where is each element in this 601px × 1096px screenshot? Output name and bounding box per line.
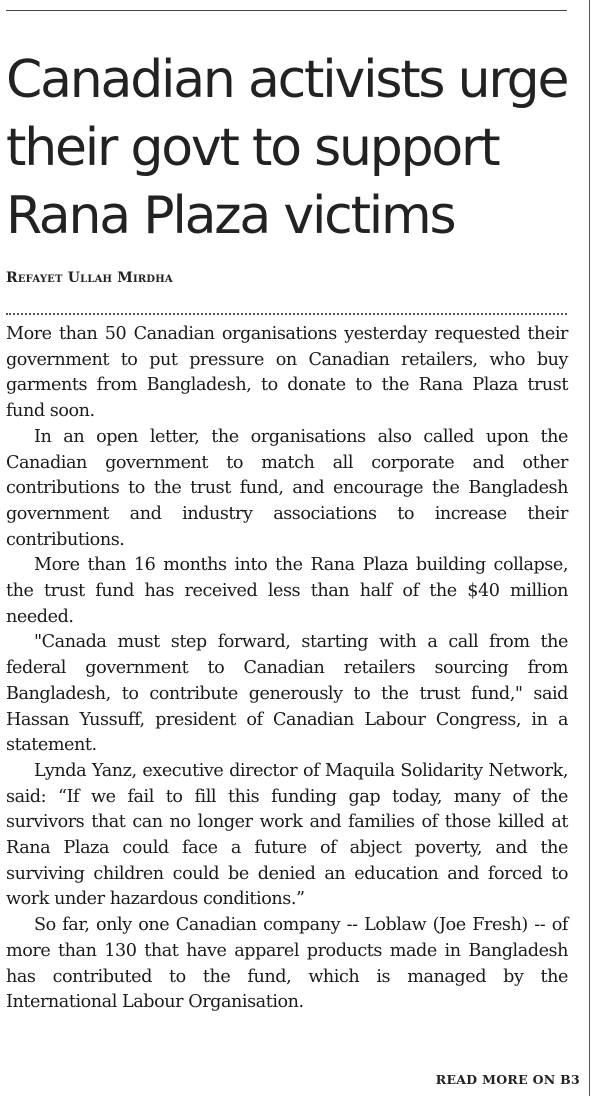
byline: Refayet Ullah Mirdha: [6, 270, 173, 286]
top-rule: [6, 10, 567, 11]
paragraph-2: In an open letter, the organisations also called upon the Canadian government to match all corporate and other contributions to the trust fund, and encourage the Bangladesh government and industry associations to increase their contributions.: [6, 426, 568, 550]
paragraph-1: More than 50 Canadian organisations yesterday requested their government to put pressure on Canadian retailers, who buy garments from Bangladesh, to donate to the Rana Plaza trust fund soon.: [6, 324, 568, 422]
paragraph-3: More than 16 months into the Rana Plaza building collapse, the trust fund has received less than half of the $40 million needed.: [6, 555, 568, 627]
article-body: [6, 322, 568, 1016]
read-more-link[interactable]: READ MORE ON B3: [435, 1072, 580, 1087]
dotted-divider: [6, 313, 567, 315]
paragraph-6: So far, only one Canadian company -- Loblaw (Joe Fresh) -- of more than 130 that have apparel products made in Bangladesh has contributed to the fund, which is managed by the International Labour Organisation.: [6, 915, 568, 1013]
paragraph-4: "Canada must step forward, starting with a call from the federal government to Canadian retailers sourcing from Bangladesh, to contribute generously to the trust fund," said Hassan Yussuff, president of Canadian Labour Congress, in a statement.: [6, 632, 568, 756]
column-rule: [589, 0, 590, 1096]
paragraph-5: Lynda Yanz, executive director of Maquila Solidarity Network, said: “If we fail to fill this funding gap today, many of the survivors that can no longer work and families of those killed at Rana Plaza could face a future of abject poverty, and the surviving children could be denied an education and forced to work under hazardous conditions.”: [6, 760, 568, 910]
headline: Canadian activists urge their govt to support Rana Plaza victims: [6, 50, 568, 246]
